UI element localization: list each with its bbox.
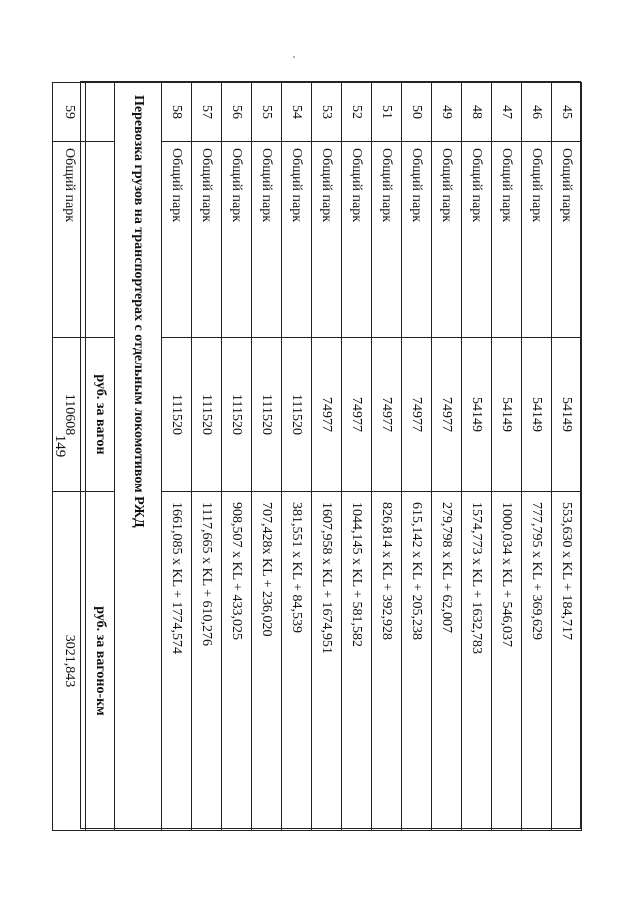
subheader-per-wagon: руб. за вагон — [86, 338, 115, 492]
subheader-row — [86, 83, 115, 831]
row-value: 111520 — [192, 338, 222, 492]
table-row — [522, 83, 552, 831]
row-value: 74977 — [402, 338, 432, 492]
row-number: 46 — [522, 83, 552, 142]
row-name: Общий парк — [402, 142, 432, 338]
table-row — [372, 83, 402, 831]
row-value: 74977 — [342, 338, 372, 492]
table-row — [282, 83, 312, 831]
rotated-table-content — [62, 82, 582, 830]
row-rate: 3021,843 — [53, 492, 86, 831]
table-row — [53, 83, 86, 831]
row-name: Общий парк — [162, 142, 192, 338]
section-title: Перевозка грузов на транспортерах с отдельным локомотивом РЖД — [115, 83, 162, 831]
row-value: 111520 — [282, 338, 312, 492]
row-number: 56 — [222, 83, 252, 142]
row-number: 57 — [192, 83, 222, 142]
row-value: 74977 — [432, 338, 462, 492]
row-number: 48 — [462, 83, 492, 142]
row-number: 54 — [282, 83, 312, 142]
row-name: Общий парк — [462, 142, 492, 338]
section-block — [53, 83, 162, 831]
row-formula: 279,798 x KL + 62,007 — [432, 492, 462, 831]
row-number: 49 — [432, 83, 462, 142]
row-formula: 1000,034 x KL + 546,037 — [492, 492, 522, 831]
subheader-empty-1 — [86, 83, 115, 142]
rotated-table-frame — [62, 81, 581, 829]
row-number: 51 — [372, 83, 402, 142]
row-value: 111520 — [222, 338, 252, 492]
row-formula: 1607,958 x KL + 1674,951 — [312, 492, 342, 831]
tariff-table — [52, 82, 582, 831]
page-number: 149 — [52, 434, 68, 458]
row-formula: 553,630 x KL + 184,717 — [552, 492, 582, 831]
row-name: Общий парк — [552, 142, 582, 338]
table-row — [192, 83, 222, 831]
table-row — [432, 83, 462, 831]
row-formula: 777,795 x KL + 369,629 — [522, 492, 552, 831]
table-row — [492, 83, 522, 831]
row-value: 54149 — [522, 338, 552, 492]
table-body — [162, 83, 582, 831]
row-value: 54149 — [492, 338, 522, 492]
row-formula: 615,142 x KL + 205,238 — [402, 492, 432, 831]
row-formula: 381,551 x KL + 84,539 — [282, 492, 312, 831]
table-row — [552, 83, 582, 831]
row-name: Общий парк — [312, 142, 342, 338]
row-number: 50 — [402, 83, 432, 142]
subheader-empty-2 — [86, 142, 115, 338]
row-number: 55 — [252, 83, 282, 142]
row-name: Общий парк — [282, 142, 312, 338]
row-formula: 1574,773 x KL + 1632,783 — [462, 492, 492, 831]
subheader-per-wagon-km: руб. за вагоно-км — [86, 492, 115, 831]
section-row — [115, 83, 162, 831]
row-formula: 908,507 x KL + 433,025 — [222, 492, 252, 831]
row-number: 47 — [492, 83, 522, 142]
table-row — [252, 83, 282, 831]
row-formula: 707,428x KL + 236,020 — [252, 492, 282, 831]
row-formula: 826,814 x KL + 392,928 — [372, 492, 402, 831]
row-number: 45 — [552, 83, 582, 142]
table-row — [402, 83, 432, 831]
table-row — [162, 83, 192, 831]
row-value: 74977 — [312, 338, 342, 492]
row-number: 53 — [312, 83, 342, 142]
scan-speck — [293, 56, 295, 58]
row-name: Общий парк — [192, 142, 222, 338]
row-name: Общий парк — [432, 142, 462, 338]
table-row — [312, 83, 342, 831]
row-name: Общий парк — [522, 142, 552, 338]
table-row — [222, 83, 252, 831]
row-value: 110608 — [53, 338, 86, 492]
table-row — [462, 83, 492, 831]
row-number: 52 — [342, 83, 372, 142]
row-formula: 1117,665 x KL + 610,276 — [192, 492, 222, 831]
row-value: 74977 — [372, 338, 402, 492]
row-name: Общий парк — [492, 142, 522, 338]
row-number: 58 — [162, 83, 192, 142]
row-name: Общий парк — [372, 142, 402, 338]
row-name: Общий парк — [342, 142, 372, 338]
row-number: 59 — [53, 83, 86, 142]
row-value: 54149 — [462, 338, 492, 492]
row-value: 111520 — [162, 338, 192, 492]
row-formula: 1044,145 x KL + 581,582 — [342, 492, 372, 831]
row-value: 111520 — [252, 338, 282, 492]
row-formula: 1661,085 x KL + 1774,574 — [162, 492, 192, 831]
row-name: Общий парк — [222, 142, 252, 338]
table-row — [342, 83, 372, 831]
row-name: Общий парк — [53, 142, 86, 338]
row-name: Общий парк — [252, 142, 282, 338]
row-value: 54149 — [552, 338, 582, 492]
